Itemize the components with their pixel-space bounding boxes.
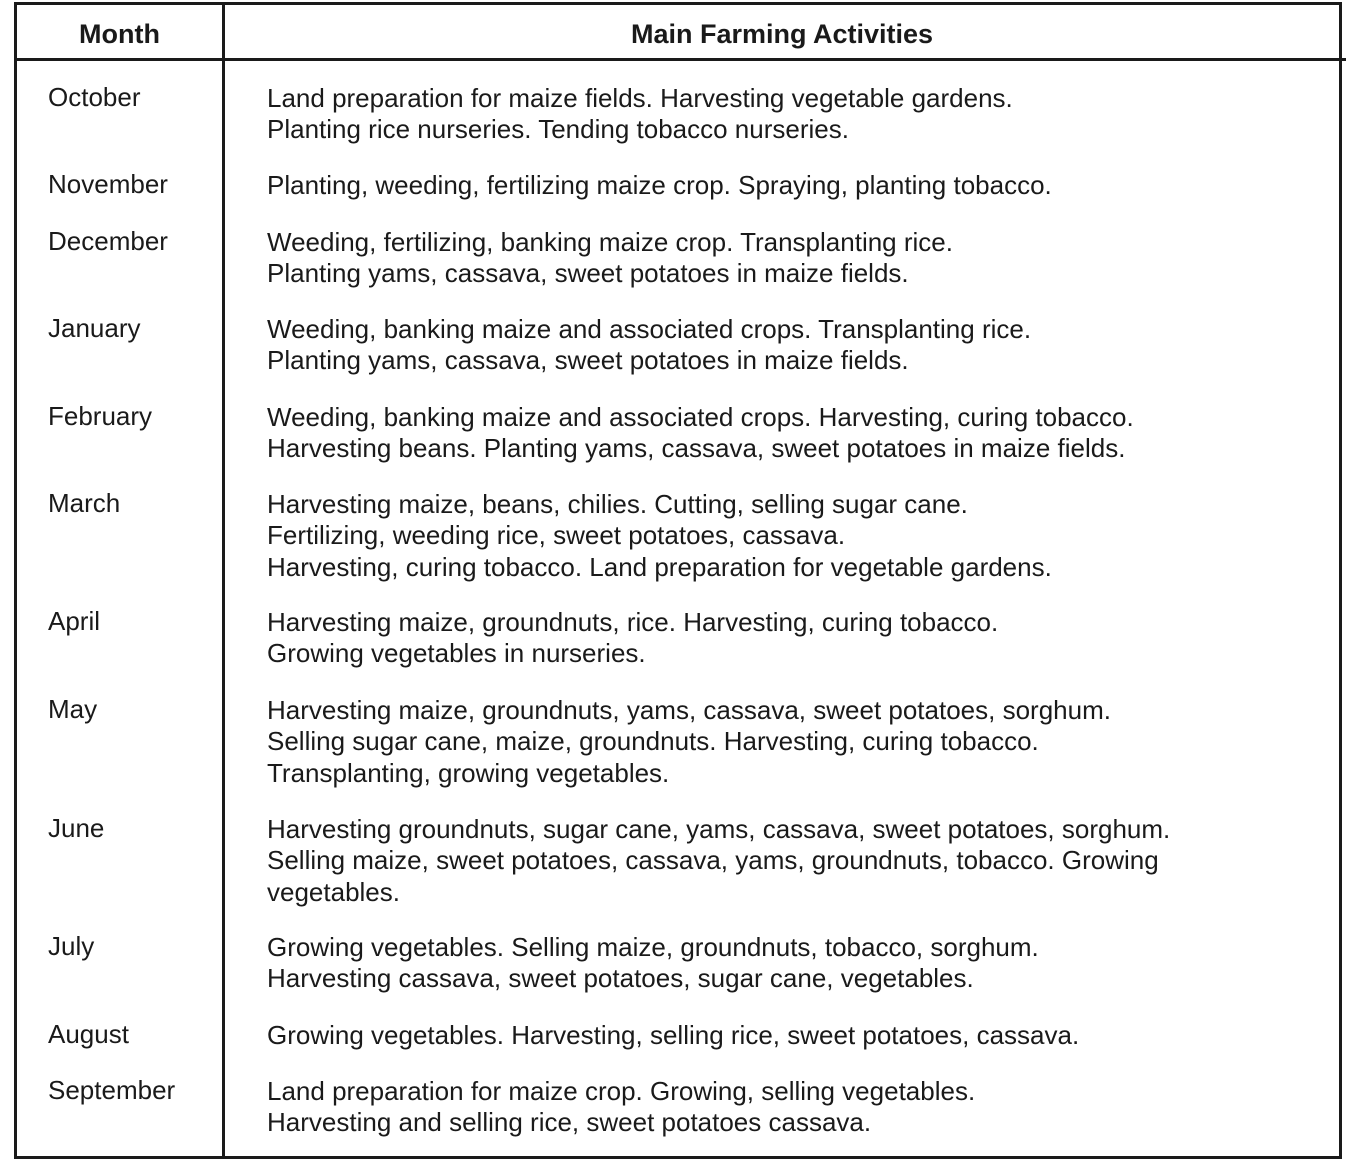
activity-line: Planting yams, cassava, sweet potatoes in maize fields. [267,345,909,376]
activity-cell [267,83,1335,146]
month-cell: January [48,313,141,343]
month-cell: September [48,1075,176,1105]
activity-line: Planting, weeding, fertilizing maize crop. Spraying, planting tobacco. [267,170,1052,200]
activity-cell [267,607,1335,670]
activity-line: vegetables. [267,876,400,907]
activity-line: Harvesting maize, beans, chilies. Cutting, selling sugar cane. [267,489,968,519]
activity-line: Selling sugar cane, maize, groundnuts. Harvesting, curing tobacco. [267,726,1039,757]
header-month: Month [79,19,160,49]
month-cell: December [48,226,168,256]
activity-line: Growing vegetables. Harvesting, selling rice, sweet potatoes, cassava. [267,1020,1080,1050]
activity-cell [267,1076,1335,1139]
activity-cell [267,170,1335,201]
activity-line: Planting rice nurseries. Tending tobacco nurseries. [267,114,849,145]
activity-line: Harvesting groundnuts, sugar cane, yams, cassava, sweet potatoes, sorghum. [267,814,1171,844]
activity-cell [267,1020,1335,1051]
activity-line: Harvesting beans. Planting yams, cassava, sweet potatoes in maize fields. [267,433,1126,464]
activity-line: Harvesting cassava, sweet potatoes, sugar cane, vegetables. [267,963,974,994]
activity-line: Growing vegetables in nurseries. [267,638,646,669]
month-cell: October [48,82,141,112]
activity-cell [267,402,1335,465]
activity-line: Weeding, banking maize and associated crops. Transplanting rice. [267,314,1032,344]
activity-line: Transplanting, growing vegetables. [267,757,670,788]
activity-cell [267,314,1335,377]
column-divider [222,2,225,1156]
header-activities: Main Farming Activities [630,19,934,49]
activity-line: Weeding, fertilizing, banking maize crop. Transplanting rice. [267,227,953,257]
activity-line: Harvesting and selling rice, sweet potatoes cassava. [267,1107,872,1138]
month-cell: June [48,813,105,843]
month-cell: August [48,1019,129,1049]
month-cell: February [48,401,153,431]
activity-line: Land preparation for maize crop. Growing, selling vegetables. [267,1076,976,1106]
activity-cell [267,695,1335,789]
activity-line: Growing vegetables. Selling maize, groundnuts, tobacco, sorghum. [267,932,1039,962]
month-cell: April [48,606,101,636]
activity-line: Harvesting, curing tobacco. Land preparation for vegetable gardens. [267,551,1052,582]
activity-cell [267,814,1335,908]
activity-line: Harvesting maize, groundnuts, rice. Harvesting, curing tobacco. [267,607,999,637]
activity-line: Selling maize, sweet potatoes, cassava, yams, groundnuts, tobacco. Growing [267,845,1159,876]
activity-line: Weeding, banking maize and associated crops. Harvesting, curing tobacco. [267,402,1134,432]
activity-cell [267,932,1335,995]
activity-cell [267,227,1335,290]
activity-line: Harvesting maize, groundnuts, yams, cassava, sweet potatoes, sorghum. [267,695,1111,725]
activity-cell [267,489,1335,583]
month-cell: May [48,694,98,724]
activity-line: Fertilizing, weeding rice, sweet potatoes, cassava. [267,520,846,551]
month-cell: November [48,169,168,199]
header-rule [14,58,1346,61]
month-cell: July [48,931,95,961]
activity-line: Planting yams, cassava, sweet potatoes in maize fields. [267,258,909,289]
activity-line: Land preparation for maize fields. Harvesting vegetable gardens. [267,83,1013,113]
month-cell: March [48,488,121,518]
